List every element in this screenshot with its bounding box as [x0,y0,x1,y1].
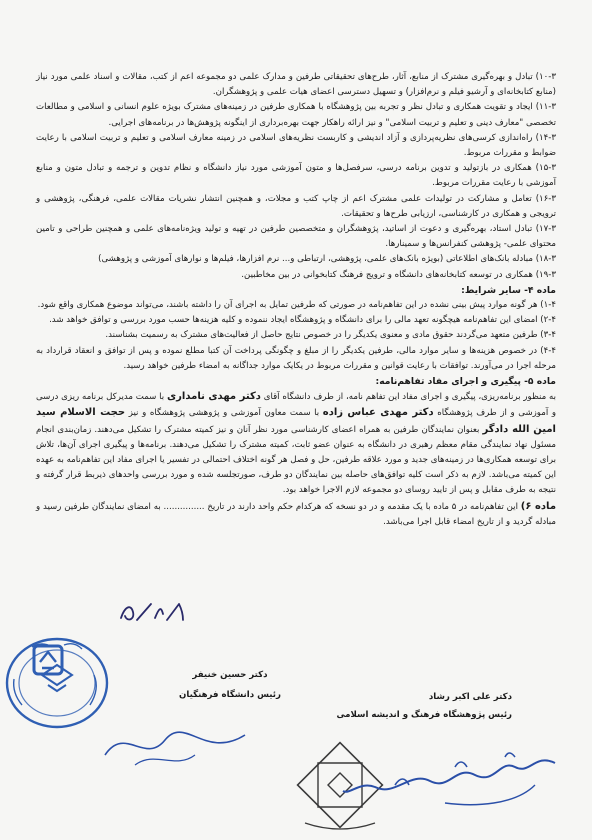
paragraph: ۱-۴) هر گونه موارد پیش بینی نشده در این تفاهم‌نامه در صورتی که طرفین تمایل به اجرای آن را داشته باشند، می‌تواند موضوع همکاری واقع شود. [37,300,556,311]
signature-left [95,715,255,775]
bold-name: حجت الاسلام سید امین الله دادگر [36,407,556,435]
section-heading: ماده ۴- سایر شرایط: [461,284,556,296]
paragraph: ۱۵-۳) همکاری در بازتولید و تدوین برنامه درسی، سرفصل‌ها و متون آموزشی مورد نیاز دانشگاه و نظام تدوین و ترجمه و تبادل متون و منابع آموزشی با رعایت مقررات مربوط. [36,163,556,189]
paragraph [36,389,556,498]
signatory-left-name: دکتر حسین خنیفر [192,670,268,680]
signatory-right-title: رئیس پژوهشگاه فرهنگ و اندیشه اسلامی [336,710,512,720]
signatory-right [312,688,512,724]
paragraph: ۲-۴) امضای این تفاهم‌نامه هیچگونه تعهد مالی را برای دانشگاه و پژوهشگاه ایجاد ننموده و کلیه هزینه‌ها حسب مورد بررسی و توافق خواهد شد. [49,315,556,326]
bold-name: ماده ۶) [520,500,557,512]
paragraph [36,499,556,530]
paragraph-text: بعنوان نمایندگان طرفین به همراه اعضای کارشناسی مورد نظر آنان و نیز کمیته مشترک را تشکیل می‌دهند. زمان‌بندی انجام مسئول نهاد نمایندگی مقام معظم رهبری در دانشگاه به عنوان عضو ثابت، کمیته مشترک را تشکیل می‌دهند. برنامه‌ها و پیگیری اجرای آن‌ها، تلاش برای توسعه همکاری‌ها در زمینه‌های جدید و مورد علاقه طرفین، حل و فصل هر گونه اختلاف احتمالی در تفسیر یا اجرای مفاد این تفاهم‌نامه به عهده این کمیته می‌باشد. لازم به ذکر است کلیه توافق‌های حاصله بین نمایندگان دو طرف، صورتجلسه شده و مورد بررسی واحدهای ذیربط قرار گرفته و نتیجه به طرف مقابل و پس از تایید روسای دو مجموعه لازم الاجرا خواهد بود. [36,424,556,496]
section-heading: ماده ۵- پیگیری و اجرای مفاد تفاهم‌نامه: [375,376,556,388]
paragraph: ۱۰-۳) تبادل و بهره‌گیری مشترک از منابع، آثار، طرح‌های تحقیقاتی طرفین و مدارک علمی دو مجموعه اعم از کتب، مقالات و اسناد علمی مورد نیاز (منابع کتابخانه‌ای و آرشیو فیلم و نرم‌افزار) و تسهیل دسترسی اعضای هیات علمی و پژوهشگران. [36,72,556,98]
paragraph-text: با سمت مدیرکل برنامه ریزی درسی و آموزشی و از طرف پژوهشگاه [36,392,556,419]
paragraph: ۱۷-۳) تبادل استاد، بهره‌گیری و دعوت از اساتید، پژوهشگران و متخصصین طرفین در تهیه و تولید ویژه‌نامه‌های علمی و همچنین طراحی و تامین محتوای علمی- پژوهشی کنفرانس‌ها و سمینارها. [36,224,556,250]
signature-right [335,745,565,815]
signatory-right-name: دکتر علی اکبر رشاد [428,692,512,702]
paragraph: ۱۸-۳) مبادله بانک‌های اطلاعاتی (بویژه بانک‌های علمی، پژوهشی، ارتباطی و... نرم افزارها، فیلم‌ها و نوارهای آموزشی و پژوهشی) [98,254,556,265]
handwritten-date [117,598,187,626]
paragraph: ۳-۴) طرفین متعهد می‌گردند حقوق مادی و معنوی یکدیگر را در خصوص نتایج حاصل از فعالیت‌های مشترک به رسمیت بشناسند. [105,330,556,341]
paragraph-text: با سمت معاون آموزشی و پژوهشی پژوهشگاه و نیز [125,408,323,419]
paragraph: ۴-۴) در خصوص هزینه‌ها و سایر موارد مالی، طرفین یکدیگر را از مبلغ و چگونگی پرداخت آن کتبا مطلع نموده و پس از توافق و انعقاد قرارداد به مرحله اجرا در می‌آورند. توافقات با رعایت قوانین و مقررات مربوط در یکایک موارد جداگانه به امضاء طرفین خواهد رسید. [36,345,556,371]
signatory-left-title: رئیس دانشگاه فرهنگیان [179,690,281,700]
paragraph-text: به منظور برنامه‌ریزی، پیگیری و اجرای مفاد این تفاهم نامه، از طرف دانشگاه آقای [260,392,556,403]
agreement-text [36,70,556,530]
signatory-left [150,665,310,705]
paragraph: ۱۱-۳) ایجاد و تقویت همکاری و تبادل نظر و تجربه بین پژوهشگاه با همکاری طرفین در زمینه‌های مشترک بویژه علوم انسانی و اسلامی و مطالعات تخصصی "معارف دینی و تعلیم و تربیت اسلامی" و نیز ارائه راهکار جهت بهره‌برداری از اینگونه پژوهش‌ها در برنامه‌های اجرایی. [36,102,556,128]
paragraph: ۱۹-۳) همکاری در توسعه کتابخانه‌های دانشگاه و ترویج فرهنگ کتابخوانی در بین مخاطبین. [241,269,556,280]
paragraph: ۱۴-۳) راه‌اندازی کرسی‌های نظریه‌پردازی و آزاد اندیشی و کاربست نظریه‌های اسلامی در زمینه معارف اسلامی و تعلیم و تربیت اسلامی با رعایت ضوابط و مقررات مربوط. [36,132,556,159]
paragraph-text: این تفاهم‌نامه در ۵ ماده با یک مقدمه و در دو نسخه که هرکدام حکم واحد دارند در تاریخ ............... به امضای نمایندگان طرفین رسید و مبادله گردید و از تاریخ امضاء قابل اجرا می‌باشد. [36,501,556,527]
paragraph: ۱۶-۳) تعامل و مشارکت در تولیدات علمی مشترک اعم از چاپ کتب و مجلات، و همچنین انتشار نشریات مقالات علمی، فرهنگی، پژوهشی و ترویجی و همکاری در کارشناسی، ارزیابی طرح‌ها و تحقیقات. [36,193,556,219]
bold-name: دکتر مهدی عباس زاده [322,407,434,419]
university-logo [28,640,68,680]
bold-name: دکتر مهدی نامداری [167,391,261,403]
